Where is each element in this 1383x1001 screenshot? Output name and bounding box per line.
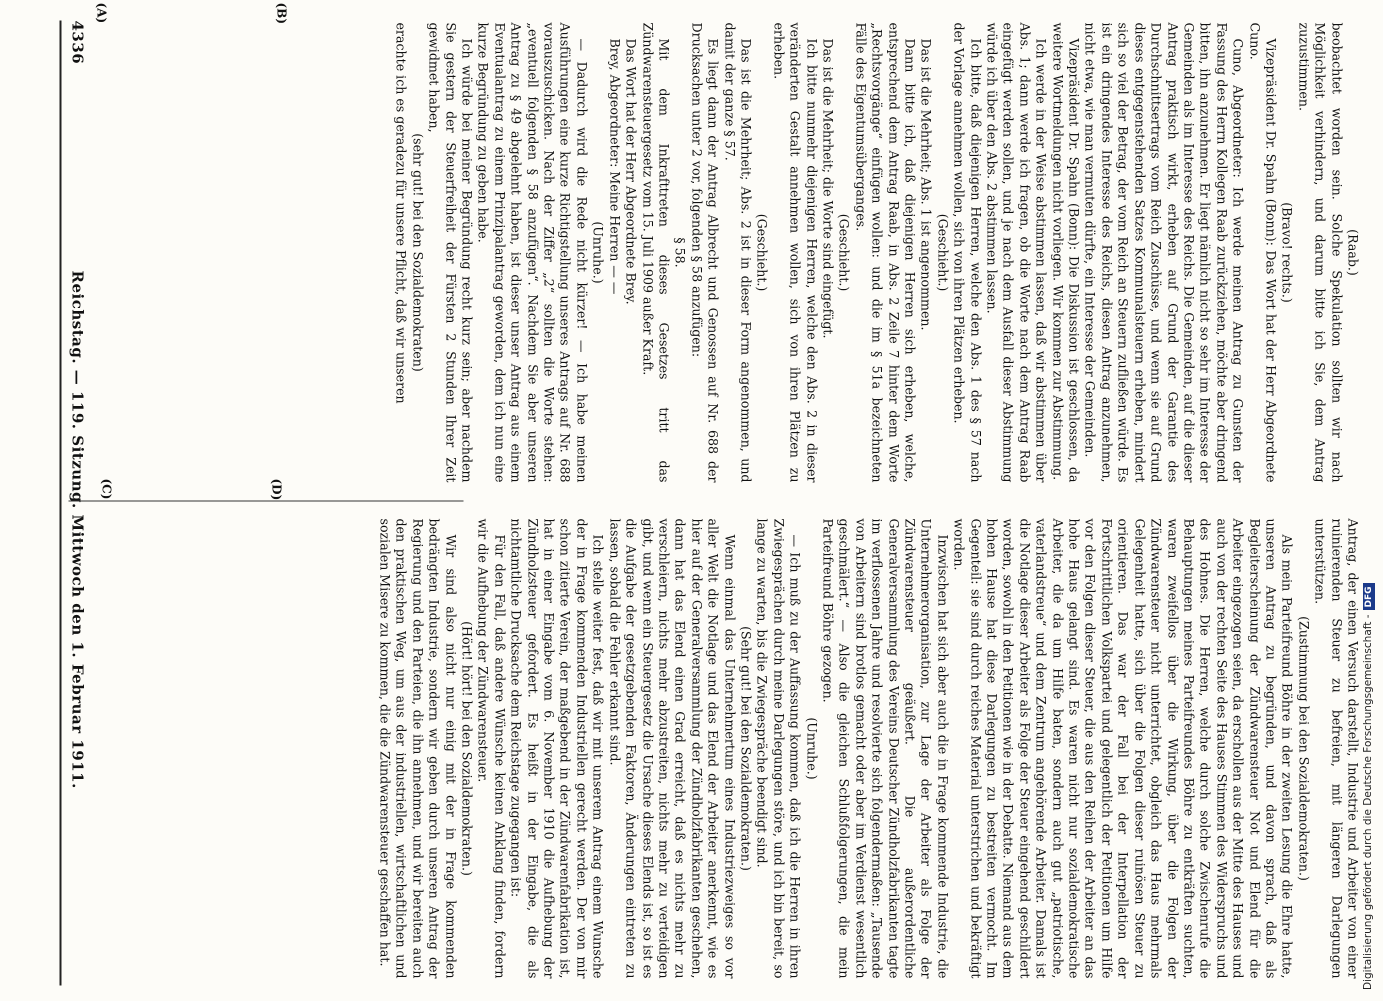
paragraph: Es liegt dann der Antrag Albrecht und Genossen auf Nr. 688 der Drucksachen unter 2 vor, folgenden § 58 anzufügen:: [688, 22, 721, 483]
margin-mark-a: (A): [94, 2, 108, 24]
speaker-tag: (Raab.): [1345, 229, 1360, 276]
digitization-footer: [1362, 583, 1375, 990]
footer-text: Digitalisierung gefördert durch die Deutsche Forschungsgemeinschaft -: [1362, 614, 1374, 990]
paragraph: — Ich muß zu der Auffassung kommen, daß ich die Herren in ihren Zwiegesprächen durch meine Darlegungen störe, und ich bin bereit, so lange zu warten, bis die Zwiegespräche beendigt sind.: [754, 518, 803, 979]
reaction: (Unruhe.): [590, 221, 606, 284]
margin-mark-b: (B): [274, 2, 288, 24]
paragraph: erachte ich es geradezu für unsere Pflicht, daß wir unseren: [393, 22, 409, 404]
paragraph: Mit dem Inkrafttreten dieses Gesetzes tritt das Zündwarensteuergesetz vom 15. Juli 1909 außer Kraft.: [639, 22, 671, 483]
dfg-logo: DFG: [1363, 583, 1375, 610]
paragraph: Das Wort hat der Herr Abgeordnete Brey.: [623, 38, 639, 305]
margin-mark-d: (D): [269, 478, 283, 501]
reaction: (Sehr gut! bei den Sozialdemokraten.): [737, 626, 753, 871]
quotation: Für den Fall, daß andere Wünsche keinen Anklang finden, fordern wir die Aufhebung der Zündwarensteuer.: [475, 518, 507, 979]
document-page: [0, 1, 1383, 1001]
paragraph: Vizepräsident Dr. Spahn (Bonn): Das Wort hat der Herr Abgeordnete Cuno.: [1246, 22, 1278, 483]
left-column: [392, 23, 1360, 483]
reaction: (Zustimmung bei den Sozialdemokraten.): [1295, 616, 1311, 881]
reaction: (sehr gut! bei den Sozialdemokraten): [409, 133, 425, 372]
paragraph: beobachtet worden sein. Solche Spekulation sollten wir nach Möglichkeit verhindern, und darum bitte ich Sie, dem Antrag zuzustimmen.: [1295, 22, 1344, 483]
paragraph: Antrag, der einen Versuch darstellt, Industrie und Arbeiter von einer ruinierenden Steuer zu befreien, mit längeren Darlegungen unterstützen.: [1312, 518, 1360, 979]
paragraph: Als mein Parteifreund Böhre in der zweiten Lesung die Ehre hatte, unseren Antrag zu begründen, und davon sprach, daß als Begleiterscheinung der Zündwarensteuer Not und Elend für die Arbeiter eingezogen seien, da erschollen aus der Mitte des Hauses und auch von der rechten Seite des Hauses Stimmen des Widerspruchs und des Hohnes. Die Herren, welche durch solche Zwischenrufe die Behauptungen meines Parteifreundes Böhre zu entkräften suchten, waren zweifellos über die Wirkung, über die Folgen der Zündwarensteuer nicht unterrichtet, obgleich das Haus mehrmals Gelegenheit hatte, sich über die Folgen dieser ruinösen Steuer zu orientieren. Das war der Fall bei der Interpellation der Fortschrittlichen Volkspartei und gelegentlich der Petitionen um Hilfe vor den Folgen dieser Steuer, die aus den Reihen der Arbeiter an das hohe Haus gelangt sind. Es waren nicht nur sozialdemokratische Arbeiter, die da um Hilfe baten, sondern auch gut „patriotische, vaterlandstreue“ und dem Zentrum angehörende Arbeiter. Damals ist die Notlage dieser Arbeiter als Folge der Steuer eingehend geschildert worden, sowohl in den Petitionen wie in der Debatte. Niemand aus dem hohen Hause hat diese Darlegungen zu bestreiten vermocht. Im Gegenteil: sie sind durch reiches Material unterstrichen und bekräftigt worden.: [951, 518, 1295, 979]
paragraph: Wir sind also nicht nur einig mit der in Frage kommenden bedrängten Industrie, sondern wir geben durch unseren Antrag der Regierung und den Parteien, die ihn annehmen, und wir bereiten auch den praktischen Weg, um aus der industriellen, wirtschaftlichen und sozialen Misere zu kommen, die die Zündwarensteuer geschaffen hat.: [377, 518, 458, 979]
reaction: (Unruhe.): [803, 717, 819, 780]
paragraph: Das ist die Mehrheit; die Worte sind eingefügt.: [820, 38, 835, 339]
reaction: (Bravo! rechts.): [1279, 202, 1295, 303]
paragraph: Ich stelle weiter fest, daß wir mit unserem Antrag einem Wunsche der in Frage kommenden Industriellen gerecht werden. Der von mir schon zitierte Verein, der maßgebend in der Zündwarenfabrikation ist, hat in einer Eingabe vom 6. November 1910 die Aufhebung der Zündholzsteuer gefordert. Es heißt in der Eingabe, die als nichtamtliche Drucksache dem Reichstage zugegangen ist:: [508, 518, 606, 979]
paragraph: Ich werde in der Weise abstimmen lassen, daß wir abstimmen über Abs. 1; dann werde ich fragen, ob die Worte nach dem Antrag Raab eingefügt werden sollen, und je nach dem Ausfall dieser Abstimmung würde ich über den Abs. 2 abstimmen lassen.: [984, 22, 1049, 483]
paragraph: Ich bitte, daß diejenigen Herren, welche den Abs. 1 des § 57 nach der Vorlage annehmen wollen, sich von ihren Plätzen erheben.: [951, 22, 983, 483]
paragraph: Wenn einmal das Unternehmertum eines Industriezweiges so vor aller Welt die Notlage und das Elend der Arbeiter anerkennt, wie es hier auf der Generalversammlung der Zündholzfabrikanten geschehen, dann hat das Elend einen Grad erreicht, daß es nichts mehr zu verschleiern, nichts mehr abzustreiten, nichts mehr zu verteidigen gibt, und wenn ein Steuergesetz die Ursache dieses Elends ist, so ist es die Aufgabe der gesetzgebenden Faktoren, Änderungen eintreten zu lassen, sobald die Fehler erkannt sind.: [606, 518, 737, 979]
column-divider: [68, 501, 463, 502]
reaction: (Hört! hört! bei den Sozialdemokraten.): [459, 621, 475, 876]
right-column: [376, 519, 1360, 979]
paragraph: Cuno, Abgeordneter: Ich werde meinen Antrag zu Gunsten der Fassung des Herrn Kollegen Raab zurückziehen, möchte aber dringend bitten, ihn anzunehmen. Er liegt nämlich nicht so sehr im Interesse der Gemeinden als im Interesse des Reichs. Die Gemeinden, auf die dieser Antrag praktisch wirkt, erheben auf Grund der Garantie des Durchschnittsertrags vom Reich Zuschüsse, und wenn sie auf Grund dieses entgegenstehenden Satzes Kommunalsteuern erheben, mindert sich so viel der Betrag, der vom Reich an Steuern zufließen würde. Es ist ein dringendes Interesse des Reichs, diesen Antrag anzunehmen, nicht etwa, wie man vermuten dürfte, ein Interesse der Gemeinden.: [1082, 22, 1246, 483]
reaction: (Geschieht.): [754, 213, 770, 292]
paragraph: Brey, Abgeordneter: Meine Herren — —: [606, 38, 622, 295]
paragraph: Ich bitte nunmehr diejenigen Herren, welche den Abs. 2 in dieser veränderten Gestalt annehmen wollen, sich von ihren Plätzen zu erheben.: [770, 22, 819, 483]
page-number: 4336: [68, 20, 86, 65]
section-heading: § 58.: [672, 237, 688, 268]
running-title: Reichstag. — 119. Sitzung. Mittwoch den 1. Februar 1911.: [68, 270, 86, 789]
header-rule: [59, 21, 61, 986]
margin-mark-c: (C): [99, 478, 113, 500]
paragraph: Inzwischen hat sich aber auch die in Frage kommende Industrie, die Unternehmerorganisation, zur Lage der Arbeiter als Folge der Zündwarensteuer geäußert. Die außerordentliche Generalversammlung des Vereins Deutscher Zündholzfabrikanten tagte im verflossenen Jahre und resolvierte sich folgendermaßen: „Tausende von Arbeitern sind brotlos gemacht oder aber im Verdienst wesentlich geschmälert.“ — Also die gleichen Schlußfolgerungen, die mein Parteifreund Böhre gezogen.: [820, 518, 950, 979]
paragraph: Das ist die Mehrheit; Abs. 1 ist angenommen.: [918, 38, 934, 331]
paragraph: Vizepräsident Dr. Spahn (Bonn): Die Diskussion ist geschlossen, da weitere Wortmeldungen nicht vorliegen. Wir kommen zur Abstimmung.: [1049, 22, 1082, 483]
paragraph: Dann bitte ich, daß diejenigen Herren sich erheben, welche, entsprechend dem Antrag Raab, in Abs. 2 Zeile 7 hinter dem Worte „Rechtsvorgänge“ einfügen wollen: und die im § 51a bezeichneten Fälle des Eigentumsüberganges.: [852, 22, 918, 483]
paragraph: Das ist die Mehrheit; Abs. 2 ist in dieser Form angenommen, und damit der ganze § 57.: [721, 22, 753, 483]
reaction: (Geschieht.): [934, 213, 950, 292]
paragraph: Ich würde bei meiner Begründung recht kurz sein; aber nachdem Sie gestern der Steuerfreiheit der Fürsten 2 Stunden Ihrer Zeit gewidmet haben,: [426, 22, 475, 483]
page-header: [64, 21, 86, 991]
paragraph: — Dadurch wird die Rede nicht kürzer! — Ich habe meinen Ausführungen eine kurze Richtigstellung unseres Antrags auf Nr. 688 vorauszuschicken. Nach der Ziffer „2“ sollten die Worte stehen: „eventuell folgenden § 58 anzufügen“. Nachdem Sie aber unseren Antrag zu § 49 abgelehnt haben, ist dieser unser Antrag aus einem Eventualantrag zu einem Prinzipalantrag geworden, dem ich nun eine kurze Begründung zu geben habe.: [475, 22, 589, 483]
reaction: (Geschieht.): [836, 213, 852, 292]
